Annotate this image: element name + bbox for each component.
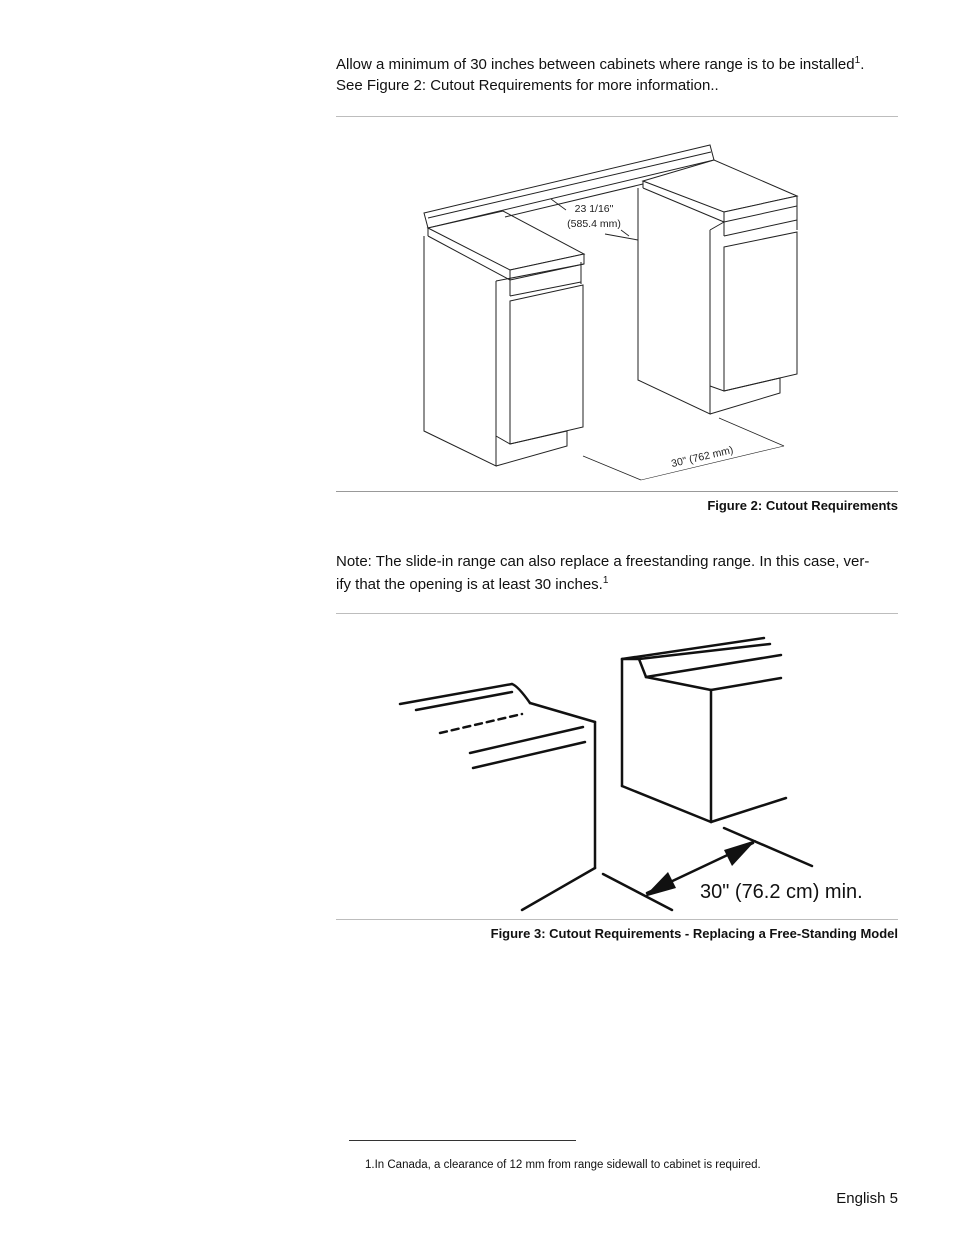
intro-line-1-end: . (860, 56, 865, 73)
width-dimension-label: 30" (762 mm) (670, 444, 735, 471)
min-width-label: 30" (76.2 cm) min. (700, 881, 863, 903)
page-number: English 5 (836, 1190, 898, 1207)
figure3-caption: Figure 3: Cutout Requirements - Replacing a Free-Standing Model (490, 926, 898, 941)
intro-paragraph (336, 54, 898, 96)
depth-dimension-label: 23 1/16" (574, 203, 614, 215)
figure3-top-rule (336, 613, 898, 614)
footnote-text: 1.In Canada, a clearance of 12 mm from range sidewall to cabinet is required. (365, 1159, 761, 1171)
figure2-bottom-rule (336, 491, 898, 492)
figure3-bottom-rule (336, 919, 898, 920)
note-line-1: Note: The slide-in range can also replace a freestanding range. In this case, ver- (336, 553, 870, 570)
footnote-ref[interactable]: 1 (602, 575, 609, 586)
note-paragraph (336, 550, 898, 596)
intro-line-1: Allow a minimum of 30 inches between cabinets where range is to be installed (336, 56, 855, 73)
footnote-ref[interactable]: 1 (854, 55, 861, 66)
depth-dimension-label-mm: (585.4 mm) (567, 218, 621, 230)
footnote-separator (349, 1140, 576, 1141)
note-line-2: ify that the opening is at least 30 inches. (336, 576, 603, 593)
figure2-caption: Figure 2: Cutout Requirements (707, 498, 898, 513)
figure3-freestanding-drawing (336, 615, 898, 915)
intro-line-2: See Figure 2: Cutout Requirements for more information.. (336, 77, 719, 94)
figure2-cabinet-drawing (336, 118, 898, 490)
figure2-top-rule (336, 116, 898, 117)
